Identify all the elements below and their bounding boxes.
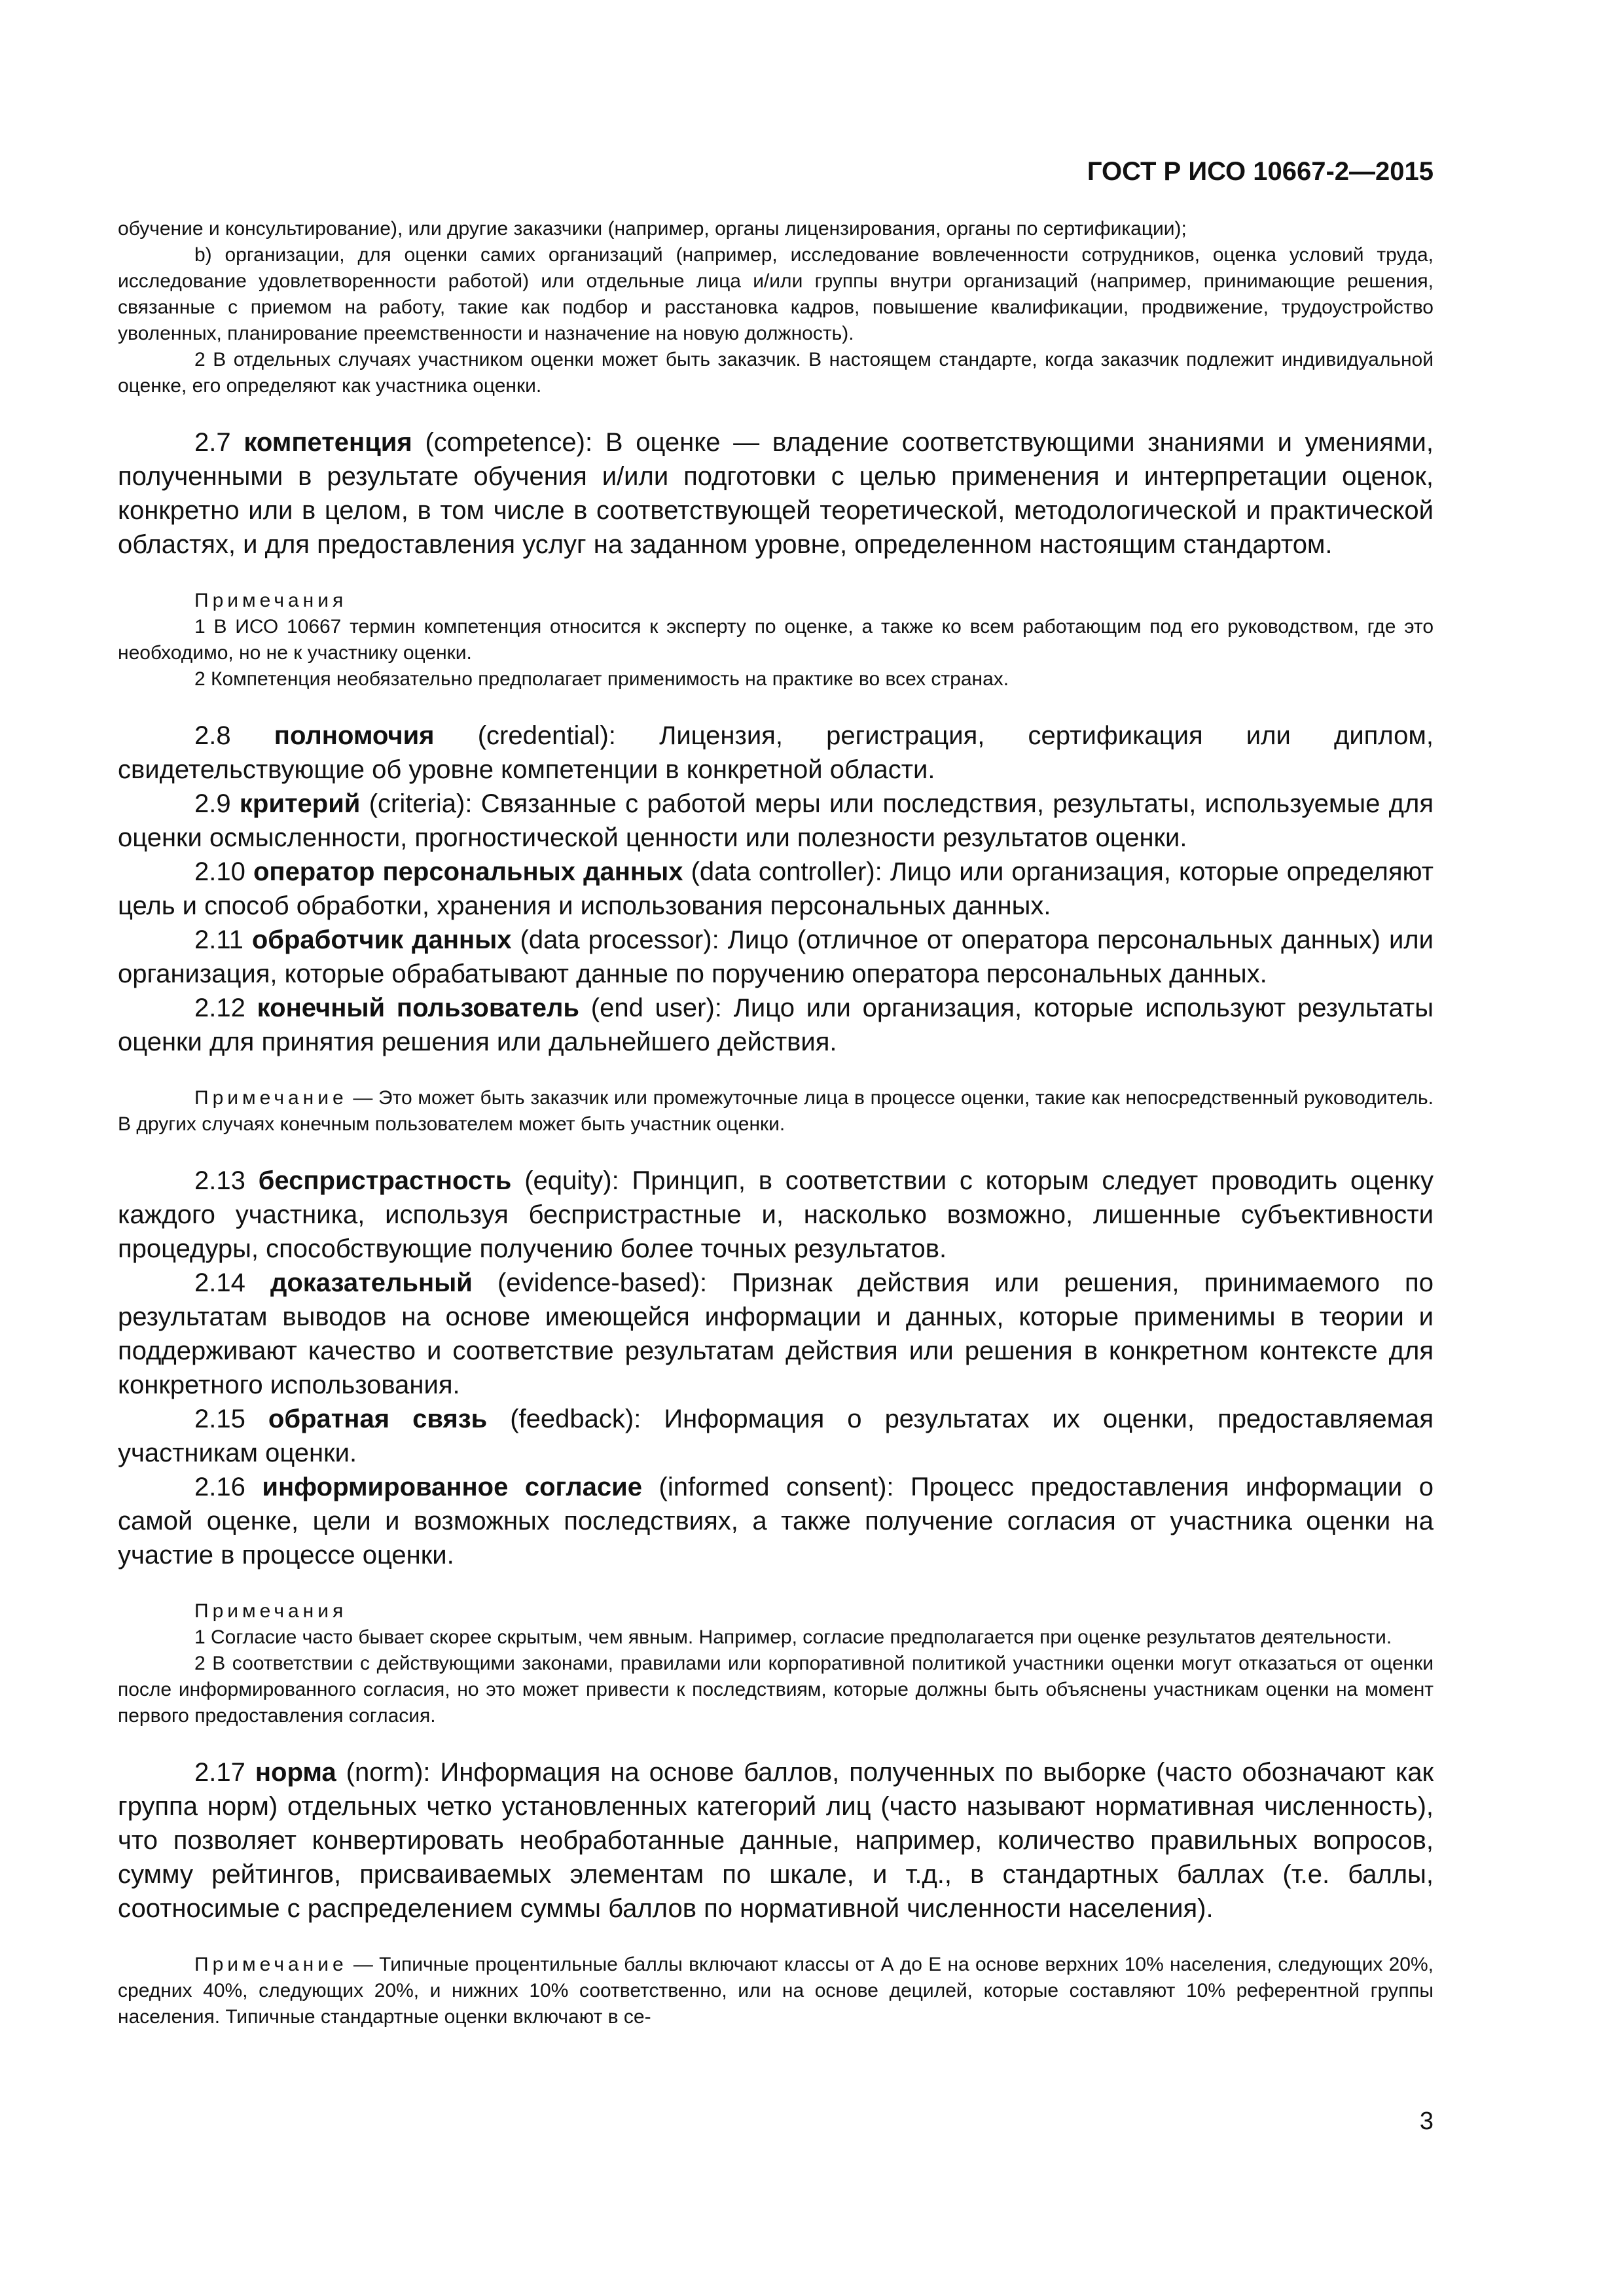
term-definition: (feedback): Информация о результатах их оценки, предоставляемая участникам оценки. <box>118 1405 1434 1467</box>
note-1: 1 В ИСО 10667 термин компетенция относится к эксперту по оценке, а также ко всем работающим под его руководством, где это необходимо, но не к участнику оценки. <box>118 616 1434 664</box>
term-2-11 <box>118 923 1434 991</box>
term-number: 2.14 <box>194 1268 245 1297</box>
term-number: 2.11 <box>194 925 244 954</box>
term-name: конечный пользователь <box>257 994 579 1022</box>
term-number: 2.10 <box>194 857 245 886</box>
note-text: — Типичные процентильные баллы включают классы от А до Е на основе верхних 10% населения, следующих 20%, средних 40%, следующих 20%, и нижних 10% соответственно, или на основе децилей, которые составляют 10% референтной группы населения. Типичные стандартные оценки включают в се- <box>118 1954 1434 2028</box>
term-name: информированное согласие <box>262 1473 642 1501</box>
term-number: 2.17 <box>194 1758 245 1787</box>
term-number: 2.15 <box>194 1405 245 1433</box>
term-number: 2.13 <box>194 1166 245 1195</box>
term-number: 2.8 <box>194 721 231 750</box>
term-name: оператор персональных данных <box>253 857 683 886</box>
note-2: 2 Компетенция необязательно предполагает применимость на практике во всех странах. <box>194 668 1009 690</box>
list-item-b: b) организации, для оценки самих организаций (например, исследование вовлеченности сотрудников, оценка условий труда, исследование удовлетворенности работой) или отдельные лица и/или группы внутри организаций (например, принимающие решения, связанные с приемом на работу, такие как подбор и расстановка кадров, повышение квалификации, продвижение, трудоустройство уволенных, планирование преемственности и назначение на новую должность). <box>118 244 1434 344</box>
term-2-12 <box>118 991 1434 1059</box>
note-2: 2 В соответствии с действующими законами, правилами или корпоративной политикой участники оценки могут отказаться от оценки после информированного согласия, но это может привести к последствиям, которые должны быть объяснены участникам оценки на момент первого предоставления согласия. <box>118 1653 1434 1727</box>
term-definition: (data processor): Лицо (отличное от оператора персональных данных) или организация, которые обрабатывают данные по поручению оператора персональных данных. <box>118 925 1434 988</box>
note-heading: Примечание <box>194 1954 348 1975</box>
paragraph-continuation: обучение и консультирование), или другие заказчики (например, органы лицензирования, органы по сертификации); <box>118 218 1187 240</box>
term-2-10 <box>118 855 1434 923</box>
term-definition: (credential): Лицензия, регистрация, сертификация или диплом, свидетельствующие об уровне компетенции в конкретной области. <box>118 721 1434 784</box>
term-name: обработчик данных <box>251 925 512 954</box>
term-2-8 <box>118 719 1434 787</box>
term-number: 2.9 <box>194 789 231 818</box>
term-definition: (evidence-based): Признак действия или решения, принимаемого по результатам выводов на основе имеющейся информации и данных, которые применимы в теории и поддерживают качество и соответствие результатам действия или решения в конкретном контексте для конкретного использования. <box>118 1268 1434 1399</box>
term-definition: (data controller): Лицо или организация, которые определяют цель и способ обработки, хранения и использования персональных данных. <box>118 857 1434 920</box>
term-name: полномочия <box>274 721 435 750</box>
term-name: обратная связь <box>268 1405 488 1433</box>
term-name: норма <box>255 1758 336 1787</box>
standard-header: ГОСТ Р ИСО 10667-2—2015 <box>1087 157 1434 186</box>
term-2-15 <box>118 1402 1434 1470</box>
term-definition: (norm): Информация на основе баллов, полученных по выборке (часто обозначают как группа норм) отдельных четко установленных категорий лиц (часто называют нормативная численность), что позволяет конвертировать необработанные данные, например, количество правильных вопросов, сумму рейтингов, присваиваемых элементам по шкале, и т.д., в стандартных баллах (т.е. баллы, соотносимые с распределением суммы баллов по нормативной численности населения). <box>118 1758 1434 1923</box>
term-2-14 <box>118 1266 1434 1402</box>
term-2-7 <box>118 425 1434 562</box>
term-2-13 <box>118 1164 1434 1266</box>
term-definition: (competence): В оценке — владение соответствующими знаниями и умениями, полученными в результате обучения и/или подготовки с целью применения и интерпретации оценок, конкретно или в целом, в том числе в соответствующей теоретической, методологической и практической областях, и для предоставления услуг на заданном уровне, определенном настоящим стандартом. <box>118 428 1434 559</box>
term-number: 2.7 <box>194 428 231 457</box>
term-2-17 <box>118 1755 1434 1926</box>
term-number: 2.12 <box>194 994 245 1022</box>
note-1: 1 Согласие часто бывает скорее скрытым, чем явным. Например, согласие предполагается при оценке результатов деятельности. <box>194 1626 1392 1648</box>
document-body <box>118 216 1434 2030</box>
note-paragraph <box>118 1952 1434 2030</box>
term-definition: (informed consent): Процесс предоставления информации о самой оценке, цели и возможных последствиях, а также получение согласия от участника оценки на участие в процессе оценки. <box>118 1473 1434 1570</box>
term-definition: (end user): Лицо или организация, которые используют результаты оценки для принятия решения или дальнейшего действия. <box>118 994 1434 1056</box>
term-definition: (criteria): Связанные с работой меры или последствия, результаты, используемые для оценки осмысленности, прогностической ценности или полезности результатов оценки. <box>118 789 1434 852</box>
page-number: 3 <box>1419 2108 1434 2135</box>
term-name: критерий <box>239 789 361 818</box>
note-heading: Примечание <box>194 1087 348 1109</box>
term-2-9 <box>118 787 1434 855</box>
note-text: — Это может быть заказчик или промежуточные лица в процессе оценки, такие как непосредственный руководитель. В других случаях конечным пользователем может быть участник оценки. <box>118 1087 1434 1135</box>
note-2: 2 В отдельных случаях участником оценки может быть заказчик. В настоящем стандарте, когда заказчик подлежит индивидуальной оценке, его определяют как участника оценки. <box>118 349 1434 397</box>
term-2-16 <box>118 1470 1434 1572</box>
term-name: беспристрастность <box>258 1166 512 1195</box>
note-paragraph <box>118 1085 1434 1138</box>
term-name: доказательный <box>270 1268 473 1297</box>
term-number: 2.16 <box>194 1473 245 1501</box>
term-name: компетенция <box>244 428 412 457</box>
notes-heading: Примечания <box>194 590 348 611</box>
term-definition: (equity): Принцип, в соответствии с которым следует проводить оценку каждого участника, используя беспристрастные и, насколько возможно, лишенные субъективности процедуры, способствующие получению более точных результатов. <box>118 1166 1434 1263</box>
notes-heading: Примечания <box>194 1600 348 1622</box>
